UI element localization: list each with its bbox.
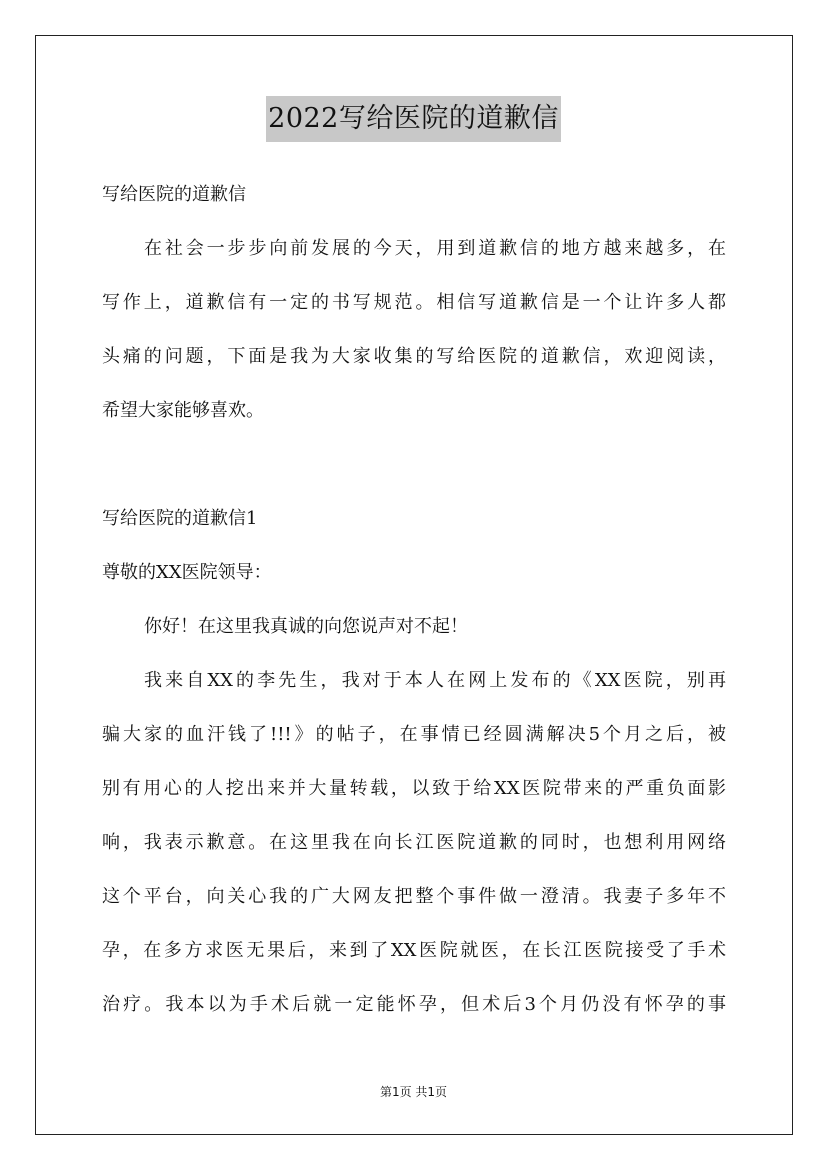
- intro-line-3: 头痛的问题，下面是我为大家收集的写给医院的道歉信，欢迎阅读，: [102, 346, 726, 367]
- section-heading: 写给医院的道歉信1: [102, 508, 258, 529]
- document-title: 2022写给医院的道歉信: [266, 96, 561, 142]
- subtitle: 写给医院的道歉信: [102, 184, 246, 205]
- body-line-1: 我来自XX的李先生，我对于本人在网上发布的《XX医院，别再: [144, 670, 726, 691]
- body-line-2: 骗大家的血汗钱了!!!》的帖子，在事情已经圆满解决5个月之后，被: [102, 724, 726, 745]
- body-line-5: 这个平台，向关心我的广大网友把整个事件做一澄清。我妻子多年不: [102, 886, 726, 907]
- intro-line-4: 希望大家能够喜欢。: [102, 400, 264, 421]
- intro-line-2: 写作上，道歉信有一定的书写规范。相信写道歉信是一个让许多人都: [102, 292, 726, 313]
- title-container: [0, 96, 827, 142]
- body-line-4: 响，我表示歉意。在这里我在向长江医院道歉的同时，也想利用网络: [102, 832, 726, 853]
- body-line-3: 别有用心的人挖出来并大量转载，以致于给XX医院带来的严重负面影: [102, 778, 726, 799]
- greeting: 你好！在这里我真诚的向您说声对不起！: [144, 616, 468, 637]
- body-line-7: 治疗。我本以为手术后就一定能怀孕，但术后3个月仍没有怀孕的事: [102, 994, 726, 1015]
- intro-line-1: 在社会一步步向前发展的今天，用到道歉信的地方越来越多，在: [144, 238, 726, 259]
- salutation: 尊敬的XX医院领导：: [102, 562, 272, 583]
- paragraph-gap: [102, 438, 726, 492]
- body-line-6: 孕，在多方求医无果后，来到了XX医院就医，在长江医院接受了手术: [102, 940, 726, 961]
- document-body: [102, 168, 726, 1032]
- page-footer: 第1页 共1页: [379, 1085, 448, 1099]
